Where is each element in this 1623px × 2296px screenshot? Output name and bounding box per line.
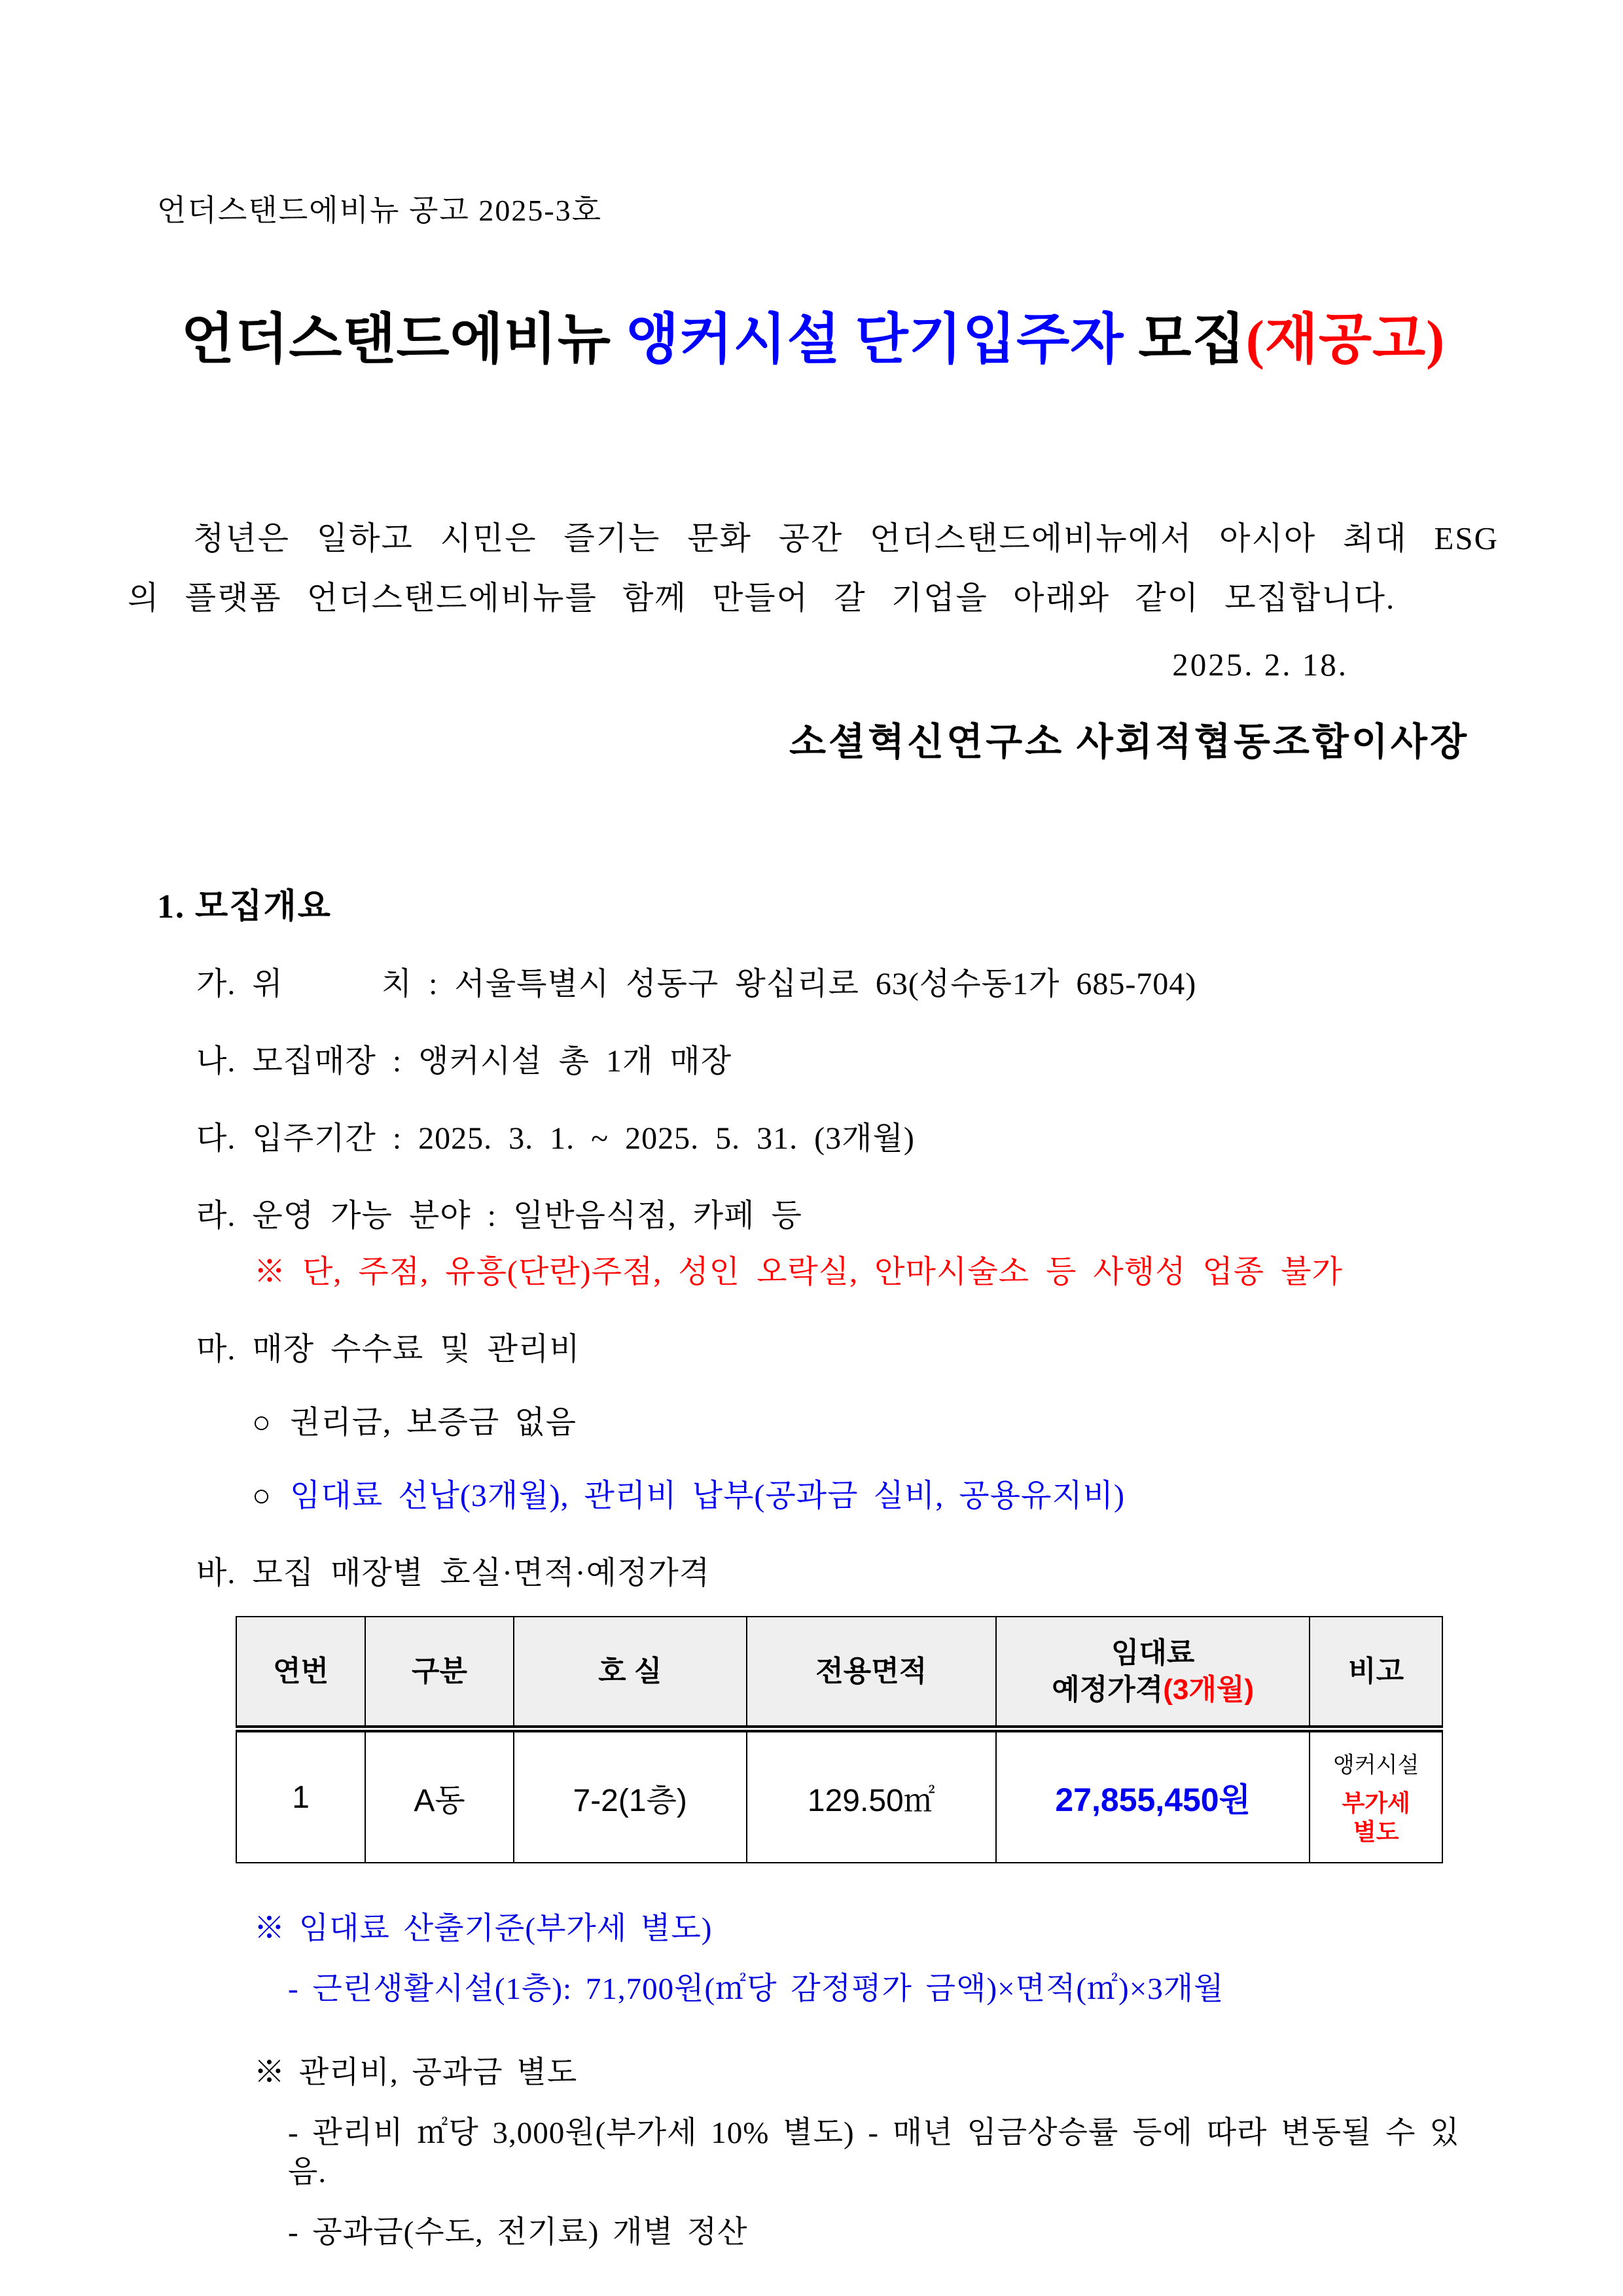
cell-remark — [1310, 1729, 1442, 1863]
header-area: 전용면적 — [747, 1617, 997, 1729]
note-mgmt-detail2: - 공과금(수도, 전기료) 개별 정산 — [288, 2215, 748, 2250]
item-location: 가. 위 치 : 서울특별시 성동구 왕십리로 63(성수동1가 685-704) — [196, 967, 1197, 1001]
signer: 소셜혁신연구소 사회적협동조합이사장 — [789, 721, 1469, 763]
cell-room: 7-2(1층) — [514, 1729, 747, 1863]
bullet-no-deposit — [157, 1403, 1469, 1443]
item-period: 다. 입주기간 : 2025. 3. 1. ~ 2025. 5. 31. (3개월) — [196, 1121, 915, 1156]
note-mgmt-title: ※ 관리비, 공과금 별도 — [254, 2056, 578, 2090]
intro-paragraph: 청년은 일하고 시민은 즐기는 문화 공간 언더스탠드에비뉴에서 아시아 최대 ESG의 플랫폼 언더스탠드에비뉴를 함께 만들어 갈 기업을 아래와 같이 모집합니다. — [128, 520, 1499, 616]
note-mgmt-detail1: - 관리비 ㎡당 3,000원(부가세 10% 별도) - 매년 임금상승률 등에 따라 변동될 수 있음. — [288, 2116, 1460, 2189]
page-title — [157, 295, 1469, 374]
item-store-count: 나. 모집매장 : 앵커시설 총 1개 매장 — [196, 1044, 732, 1079]
title-part-blue: 앵커시설 단기입주자 — [626, 310, 1124, 370]
item-business-field: 라. 운영 가능 분야 : 일반음식점, 카페 등 — [196, 1198, 802, 1233]
announcement-date: 2025. 2. 18. — [1172, 647, 1348, 683]
table-header-row — [236, 1617, 1442, 1729]
bullet-prepaid-rent-text: 임대료 선납(3개월), 관리비 납부(공과금 실비, 공용유지비) — [290, 1479, 1126, 1513]
cell-area: 129.50㎡ — [747, 1729, 997, 1863]
rent-price-table — [236, 1616, 1443, 1863]
notice-number: 언더스탠드에비뉴 공고 2025-3호 — [157, 194, 603, 227]
title-part-black1: 언더스탠드에비뉴 — [181, 310, 626, 370]
header-type: 구분 — [365, 1617, 514, 1729]
header-rent — [996, 1617, 1310, 1729]
cell-type: A동 — [365, 1729, 514, 1863]
header-rent-months: (3개월) — [1163, 1673, 1255, 1706]
bullet-prepaid-rent — [157, 1476, 1469, 1516]
title-part-red: (재공고) — [1245, 310, 1446, 370]
table-row — [236, 1729, 1442, 1863]
header-rent-line1: 임대료 — [1111, 1636, 1195, 1669]
header-rent-line2: 예정가격 — [1052, 1673, 1164, 1706]
header-room: 호 실 — [514, 1617, 747, 1729]
header-no: 연번 — [236, 1617, 365, 1729]
cell-no: 1 — [236, 1729, 365, 1863]
remark-vat-line2: 별도 — [1353, 1818, 1399, 1845]
circle-bullet-icon: ○ — [252, 1479, 272, 1513]
bullet-no-deposit-text: 권리금, 보증금 없음 — [290, 1405, 577, 1440]
header-remark: 비고 — [1310, 1617, 1442, 1729]
circle-bullet-icon: ○ — [252, 1405, 272, 1440]
remark-facility: 앵커시설 — [1332, 1753, 1419, 1778]
note-rent-basis-detail: - 근린생활시설(1층): 71,700원(㎡당 감정평가 금액)×면적(㎡)×3개월 — [288, 1972, 1224, 2006]
title-part-black2: 모집 — [1124, 310, 1246, 370]
remark-vat-line1: 부가세 — [1342, 1789, 1410, 1816]
section1-heading: 1. 모집개요 — [157, 888, 332, 925]
restricted-business-warning: ※ 단, 주점, 유흥(단란)주점, 성인 오락실, 안마시술소 등 사행성 업종 불가 — [254, 1255, 1343, 1289]
item-fees: 마. 매장 수수료 및 관리비 — [196, 1332, 580, 1367]
note-rent-basis-title: ※ 임대료 산출기준(부가세 별도) — [254, 1912, 713, 1946]
cell-rent-price: 27,855,450원 — [996, 1729, 1310, 1863]
item-price-table-intro: 바. 모집 매장별 호실·면적·예정가격 — [196, 1556, 711, 1590]
